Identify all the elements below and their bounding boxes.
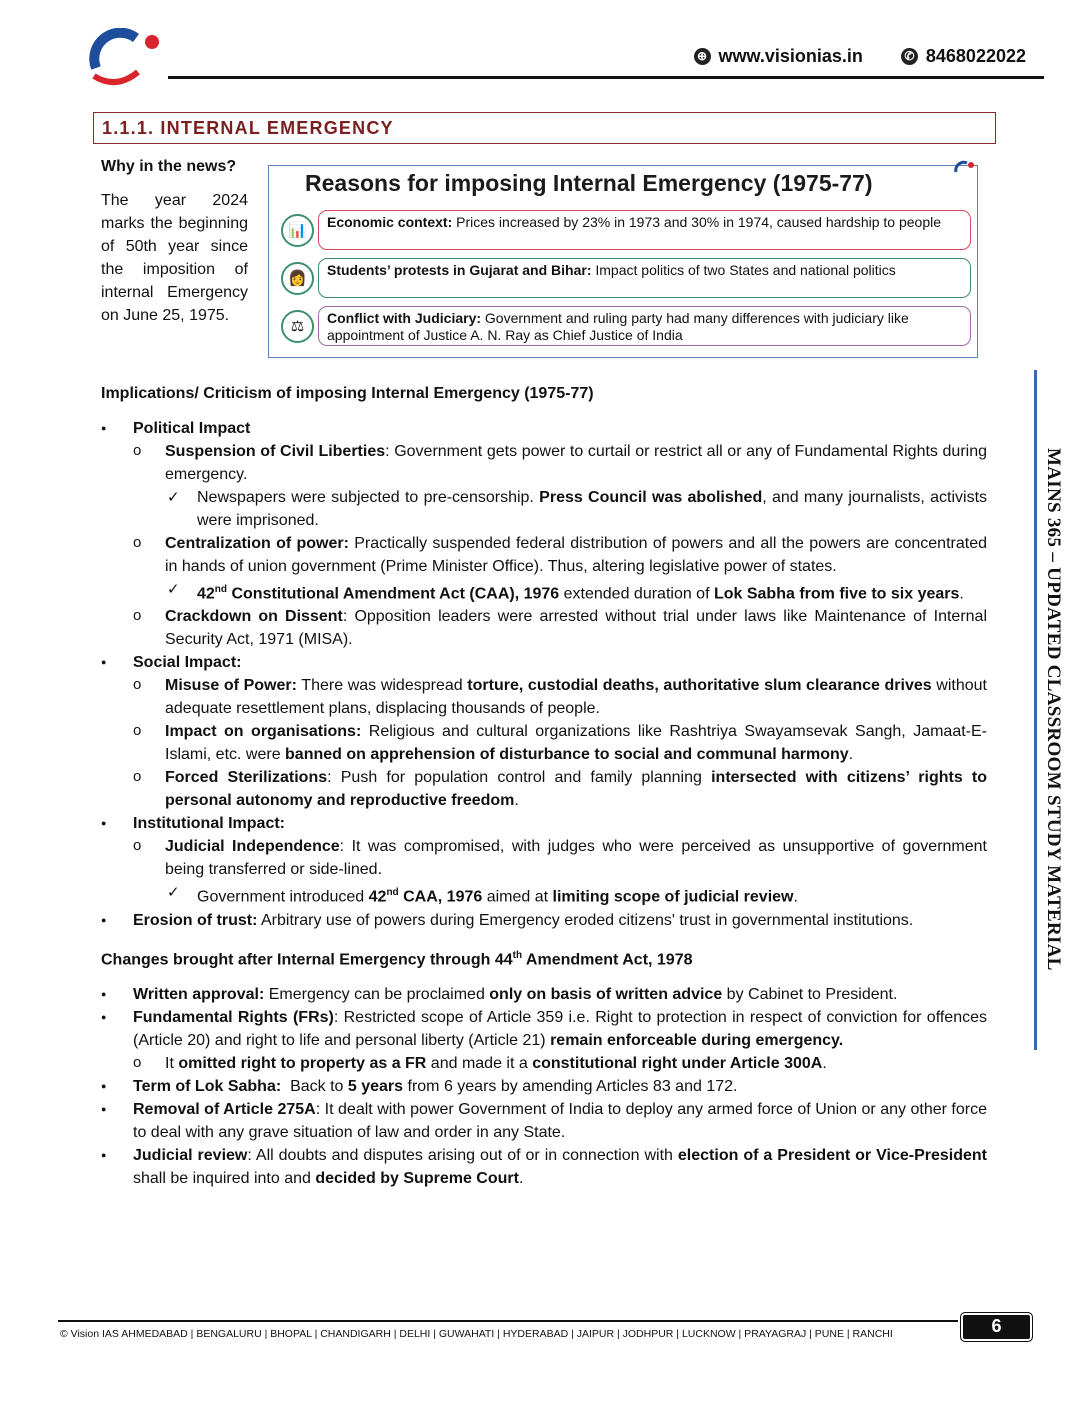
sidebar-rule [1034,370,1037,1050]
list-item: ✓ Government introduced 42nd CAA, 1976 aimed at limiting scope of judicial review. [165,881,987,908]
vision-ias-logo [86,28,166,88]
list-item: o Forced Sterilizations: Push for population control and family planning intersected with citizens’ rights to personal autonomy and reproductive freedom. [133,766,987,812]
reason-item-economic [281,210,971,252]
why-heading: Why in the news? [101,158,237,175]
section-title: 1.1.1. INTERNAL EMERGENCY [93,112,996,144]
implications-heading: Implications/ Criticism of imposing Internal Emergency (1975-77) [101,385,594,402]
list-item: ● Written approval: Emergency can be proclaimed only on basis of written advice by Cabinet to President. [101,983,987,1006]
website-link[interactable]: www.visionias.in [718,46,863,66]
list-item: ✓ 42nd Constitutional Amendment Act (CAA), 1976 extended duration of Lok Sabha from five to six years. [165,578,987,605]
list-item: ● Fundamental Rights (FRs): Restricted scope of Article 359 i.e. Right to protection in respect of conviction for offences (Article 20) and right to life and personal liberty (Article 21) remain enforceable during emergency. o It omitted right to property as a FR and made it a constitutional right under Article 300A. [101,1006,987,1075]
list-item: o Suspension of Civil Liberties: Government gets power to curtail or restrict all or any of Fundamental Rights during emergency. ✓ Newspapers were subjected to pre-censorship. Press Council was abolished, and many journalists, activists were imprisoned. [133,440,987,532]
list-item: ● Removal of Article 275A: It dealt with power Government of India to deploy any armed force of Union or any other force to deal with any grave situation of law and order in any State. [101,1098,987,1144]
list-item: ● Judicial review: All doubts and disputes arising out of or in connection with election of a President or Vice-President shall be inquired into and decided by Supreme Court. [101,1144,987,1190]
header-contact [694,46,1026,67]
reason-item-judiciary [281,306,971,348]
page-number: 6 [960,1312,1033,1342]
reason-box: Economic context: Prices increased by 23% in 1973 and 30% in 1974, caused hardship to people [318,210,971,250]
implications-list [101,417,987,932]
list-item: ● Social Impact: o Misuse of Power: There was widespread torture, custodial deaths, authoritative slum clearance drives without adequate resettlement plans, displacing thousands of people. o Impact on organisations: Religious and cultural organizations like Rashtriya Swayamsevak Sangh, Jamaat-E-Islami, etc. were banned on apprehension of disturbance to social and communal harmony. o Forced Sterilizations: Push for population control and family planning intersected with citizens’ rights to personal autonomy and reproductive freedom. [101,651,987,812]
list-item: o Centralization of power: Practically suspended federal distribution of powers and all the powers are concentrated in hands of union government (Prime Minister Office). Thus, altering legislative power of states. ✓ 42nd Constitutional Amendment Act (CAA), 1976 extended duration of Lok Sabha from five to six years. [133,532,987,605]
list-item: o It omitted right to property as a FR and made it a constitutional right under Article 300A. [133,1052,987,1075]
changes-list [101,983,987,1190]
list-item: o Judicial Independence: It was compromised, with judges who were perceived as unsupportive of government being transferred or side-lined. ✓ Government introduced 42nd CAA, 1976 aimed at limiting scope of judicial review. [133,835,987,908]
globe-icon: ⊕ [694,48,711,65]
list-item: ● Term of Lok Sabha: Back to 5 years from 6 years by amending Articles 83 and 172. [101,1075,987,1098]
list-item: o Impact on organisations: Religious and cultural organizations like Rashtriya Swayamsevak Sangh, Jamaat-E-Islami, etc. were banned on apprehension of disturbance to social and communal harmony. [133,720,987,766]
reasons-infographic [268,165,978,358]
judge-icon: ⚖ [281,310,314,343]
reason-item-students [281,258,971,300]
list-item: ● Institutional Impact: o Judicial Independence: It was compromised, with judges who were perceived as unsupportive of government being transferred or side-lined. ✓ Government introduced 42nd CAA, 1976 aimed at limiting scope of judicial review. [101,812,987,908]
main-content [101,382,987,1190]
chart-icon: 📊 [281,214,314,247]
list-item: o Crackdown on Dissent: Opposition leaders were arrested without trial under laws like Maintenance of Internal Security Act, 1971 (MISA). [133,605,987,651]
list-item: o Misuse of Power: There was widespread torture, custodial deaths, authoritative slum clearance drives without adequate resettlement plans, displacing thousands of people. [133,674,987,720]
changes-heading: Changes brought after Internal Emergency through 44th Amendment Act, 1978 [101,949,693,968]
phone-number[interactable]: 8468022022 [925,46,1026,66]
sidebar-title: MAINS 365 – UPDATED CLASSROOM STUDY MATERIAL [1043,448,1064,971]
student-icon: 👩 [281,262,314,295]
why-text: The year 2024 marks the beginning of 50th year since the imposition of internal Emergency on June 25, 1975. [101,192,248,324]
footer-text: © Vision IAS AHMEDABAD | BENGALURU | BHOPAL | CHANDIGARH | DELHI | GUWAHATI | HYDERABAD | JAIPUR | JODHPUR | LUCKNOW | PRAYAGRAJ | PUNE | RANCHI [60,1328,893,1340]
vision-ias-logo-small [953,160,975,178]
list-item: ✓ Newspapers were subjected to pre-censorship. Press Council was abolished, and many journalists, activists were imprisoned. [165,486,987,532]
whatsapp-icon: ✆ [901,48,918,65]
reason-box: Conflict with Judiciary: Government and ruling party had many differences with judiciary like appointment of Justice A. N. Ray as Chief Justice of India [318,306,971,346]
list-item: ● Erosion of trust: Arbitrary use of powers during Emergency eroded citizens' trust in governmental institutions. [101,909,987,932]
reason-box: Students’ protests in Gujarat and Bihar: Impact politics of two States and national politics [318,258,971,298]
list-item: ● Political Impact o Suspension of Civil Liberties: Government gets power to curtail or restrict all or any of Fundamental Rights during emergency. ✓ Newspapers were subjected to pre-censorship. Press Council was abolished, and many journalists, activists were imprisoned. o Centralization of power: Practically suspended federal distribution of powers and all the powers are concentrated in hands of union government (Prime Minister Office). Thus, altering legislative power of states. ✓ 42nd Constitutional Amendment Act (CAA), 1976 extended duration of Lok Sabha from five to six years. o Crackdown on Dissent: Opposition leaders were arrested without trial under laws like Maintenance of Internal Security Act, 1971 (MISA). [101,417,987,651]
header-divider [168,76,1044,79]
reasons-title: Reasons for imposing Internal Emergency (1975-77) [305,170,873,196]
footer-divider [58,1320,958,1322]
